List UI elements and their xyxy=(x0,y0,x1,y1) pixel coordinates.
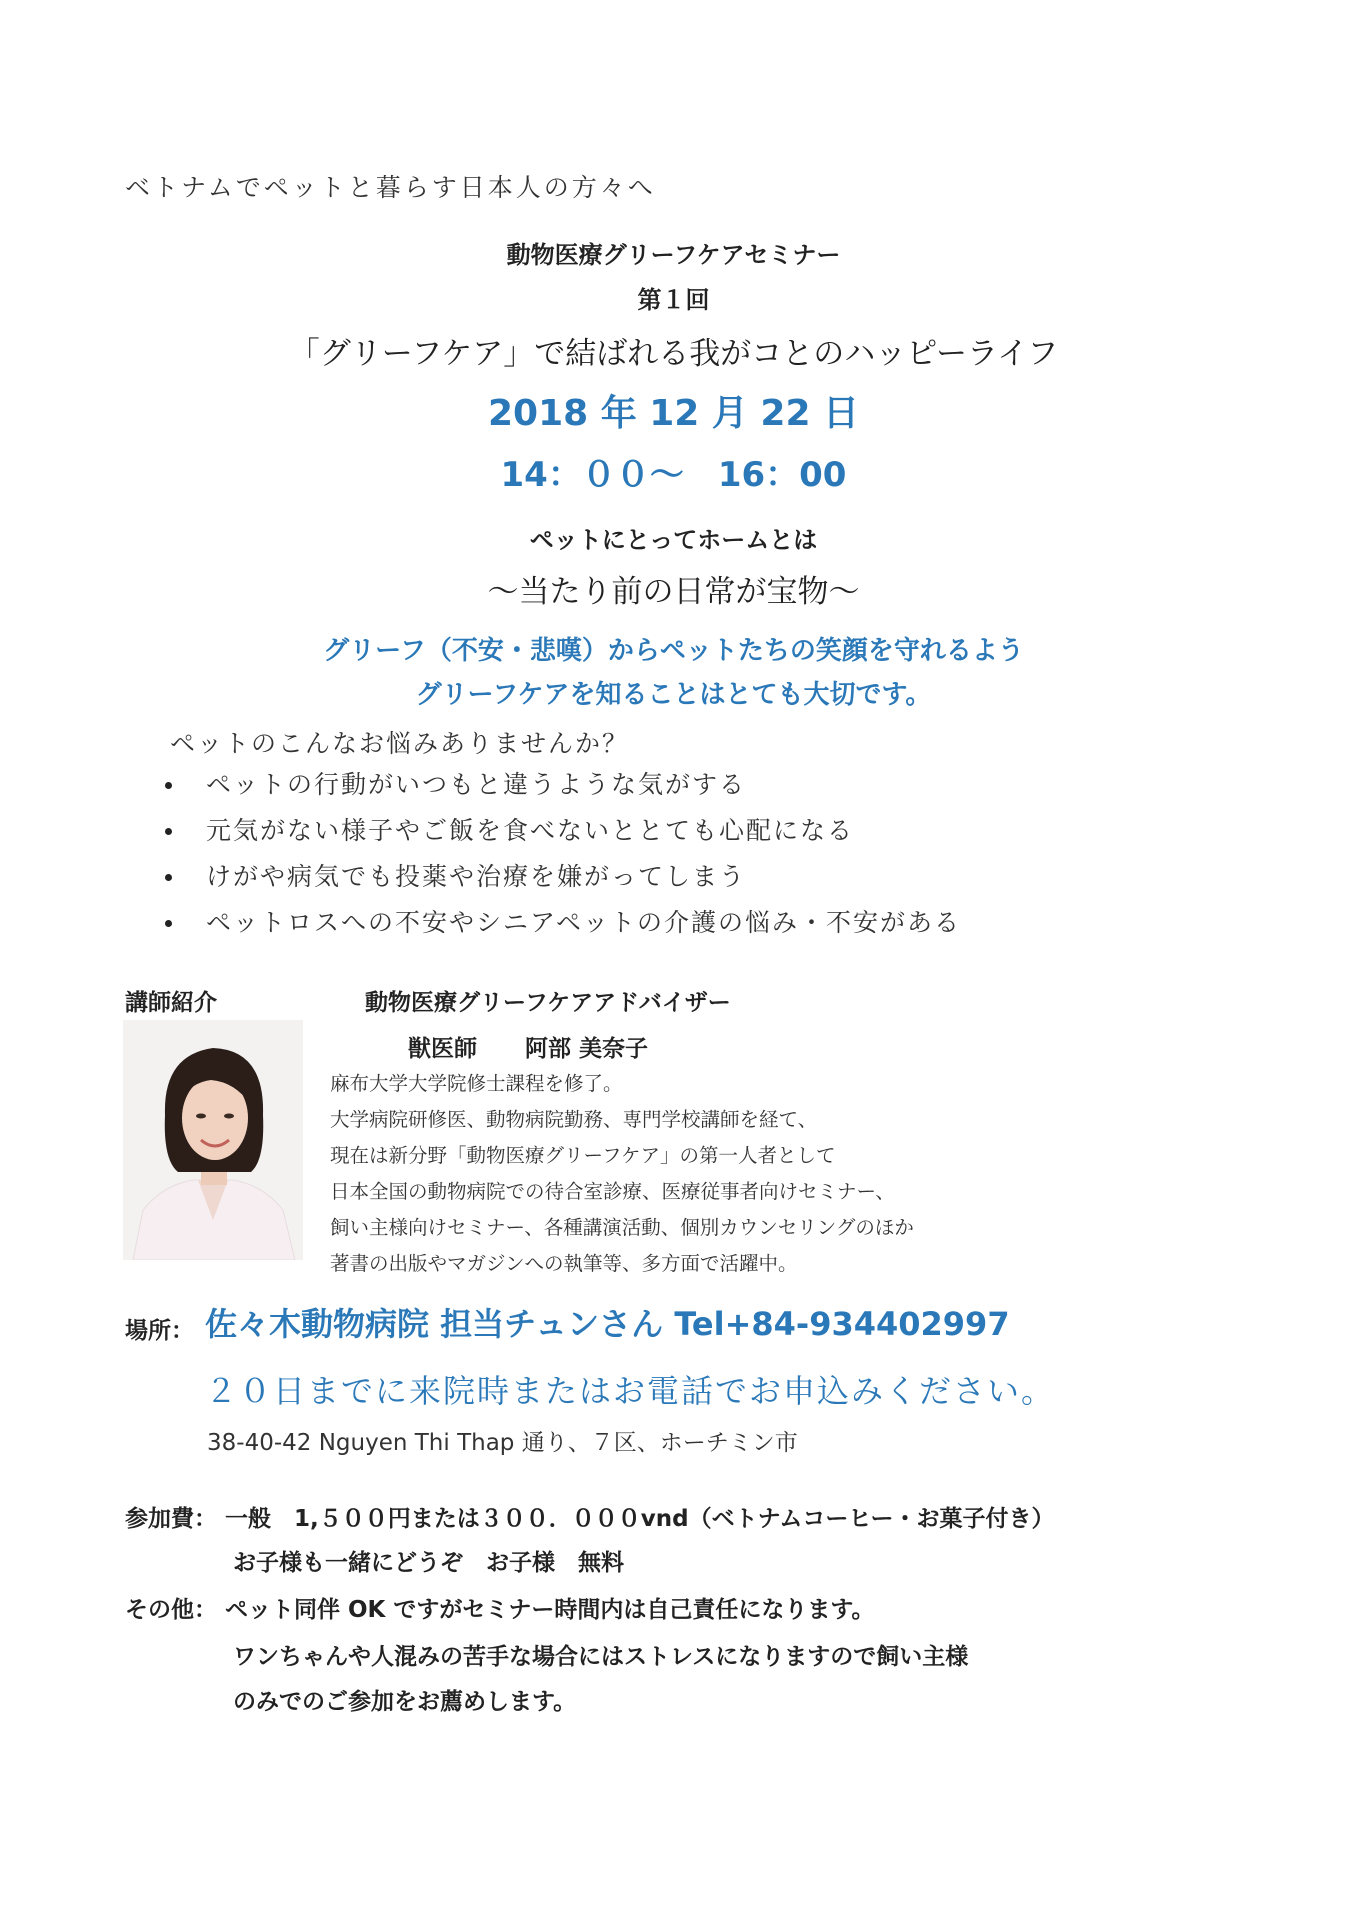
fee-text: 一般 1,５００円または３００．０００vnd（ベトナムコーヒー・お菓子付き） xyxy=(225,1506,1055,1532)
instructor-label: 講師紹介 xyxy=(125,990,217,1016)
venue-name: 佐々木動物病院 担当チュンさん Tel+84-934402997 xyxy=(205,1305,1010,1343)
concern-text: 元気がない様子やご飯を食べないととても心配になる xyxy=(206,816,855,845)
seminar-date: 2018 年 12 月 22 日 xyxy=(487,393,860,434)
instructor-role: 動物医療グリーフケアアドバイザー xyxy=(365,990,731,1016)
bullet-icon xyxy=(165,782,172,789)
message-line-1: グリーフ（不安・悲嘆）からペットたちの笑顔を守れるよう xyxy=(323,636,1024,666)
instructor-bio xyxy=(330,1066,914,1282)
list-item xyxy=(160,854,961,900)
list-item xyxy=(160,762,961,808)
message-line-2: グリーフケアを知ることはとても大切です。 xyxy=(415,680,932,710)
venue-note: ２０日までに来院時またはお電話でお申込みください。 xyxy=(205,1372,1056,1410)
bio-line: 飼い主様向けセミナー、各種講演活動、個別カウンセリングのほか xyxy=(330,1216,914,1239)
bio-line: 日本全国の動物病院での待合室診療、医療従事者向けセミナー、 xyxy=(330,1180,895,1203)
fee-kids: お子様も一緒にどうぞ お子様 無料 xyxy=(233,1550,624,1576)
bullet-icon xyxy=(165,920,172,927)
list-item xyxy=(160,808,961,854)
instructor-name: 阿部 美奈子 xyxy=(525,1036,649,1062)
instructor-name-row xyxy=(408,1030,648,1063)
bullet-icon xyxy=(165,874,172,881)
seminar-title: 「グリーフケア」で結ばれる我がコとのハッピーライフ xyxy=(288,336,1059,372)
intro-line: ベトナムでペットと暮らす日本人の方々へ xyxy=(125,173,656,202)
other-label: その他： xyxy=(125,1597,217,1623)
portrait-image xyxy=(123,1020,303,1260)
instructor-photo xyxy=(123,1020,303,1260)
venue-label: 場所： xyxy=(125,1318,194,1344)
other-line: ワンちゃんや人混みの苦手な場合にはストレスになりますので飼い主様 xyxy=(233,1644,969,1670)
seminar-sub-theme: ～当たり前の日常が宝物～ xyxy=(487,574,860,610)
concern-text: ペットの行動がいつもと違うような気がする xyxy=(206,770,747,799)
other-line: のみでのご参加をお薦めします。 xyxy=(233,1689,577,1715)
bio-line: 大学病院研修医、動物病院勤務、専門学校講師を経て、 xyxy=(330,1108,818,1131)
bullet-icon xyxy=(165,828,172,835)
seminar-series: 動物医療グリーフケアセミナー xyxy=(506,241,841,269)
other-line: ペット同伴 OK ですがセミナー時間内は自己責任になります。 xyxy=(225,1597,875,1623)
concerns-question: ペットのこんなお悩みありませんか？ xyxy=(170,729,630,758)
fee-label: 参加費： xyxy=(125,1506,217,1532)
seminar-session: 第１回 xyxy=(637,286,710,314)
seminar-time: 14：００～ 16：00 xyxy=(500,455,847,495)
venue-address: 38-40-42 Nguyen Thi Thap 通り、７区、ホーチミン市 xyxy=(207,1430,798,1456)
bio-line: 麻布大学大学院修士課程を修了。 xyxy=(330,1072,623,1095)
list-item xyxy=(160,900,961,946)
instructor-title: 獣医師 xyxy=(408,1036,477,1062)
concern-text: けがや病気でも投薬や治療を嫌がってしまう xyxy=(206,862,747,891)
concern-text: ペットロスへの不安やシニアペットの介護の悩み・不安がある xyxy=(206,908,962,937)
bio-line: 現在は新分野「動物医療グリーフケア」の第一人者として xyxy=(330,1144,836,1167)
bio-line: 著書の出版やマガジンへの執筆等、多方面で活躍中。 xyxy=(330,1252,798,1275)
concerns-list xyxy=(160,762,961,946)
seminar-theme: ペットにとってホームとは xyxy=(529,526,818,554)
